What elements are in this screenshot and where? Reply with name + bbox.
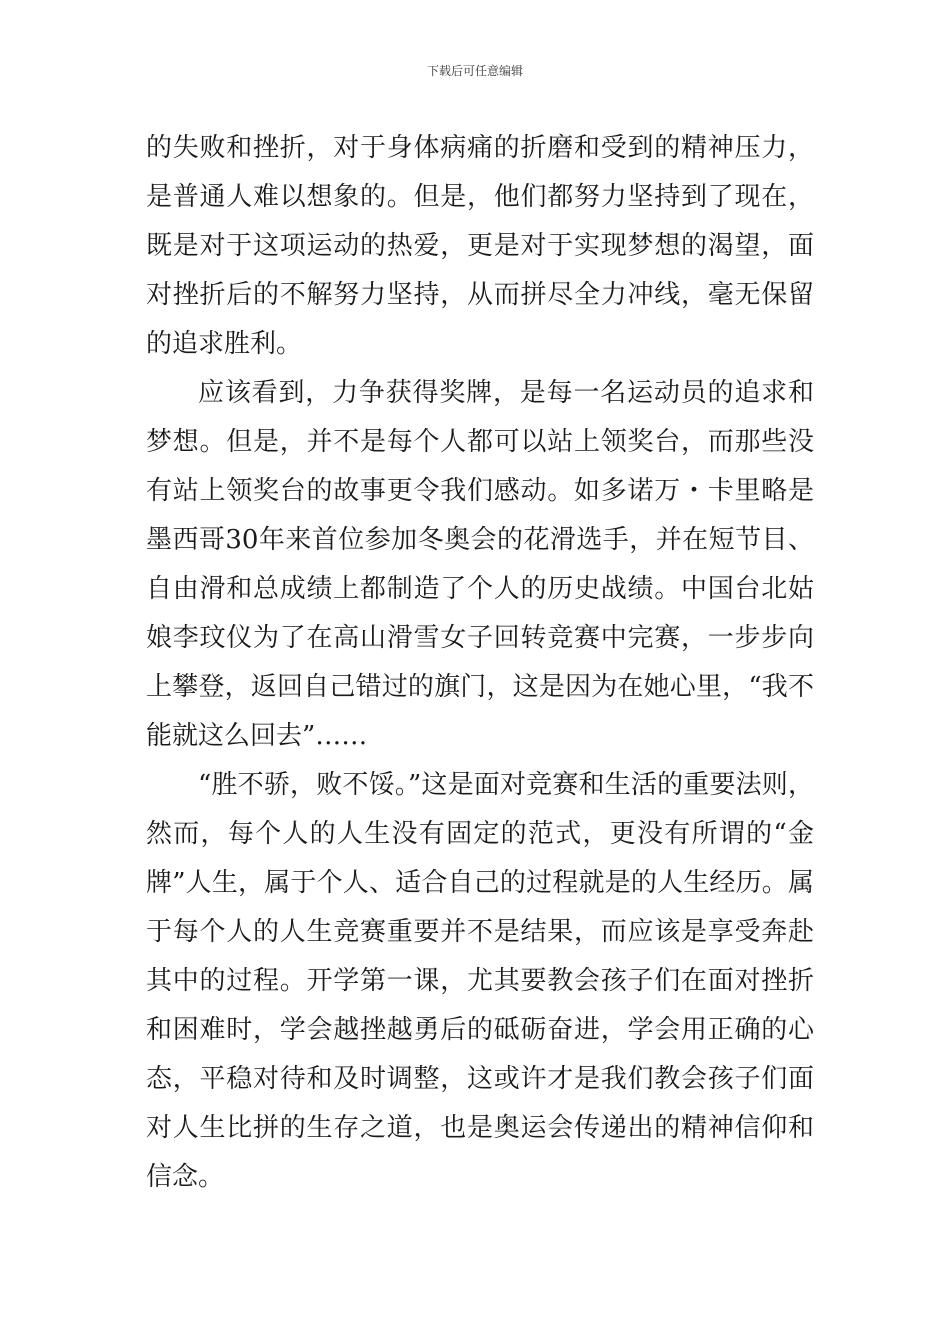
paragraph-conclusion: “胜不骄，败不馁。”这是面对竞赛和生活的重要法则，然而，每个人的人生没有固定的范式，更没有所谓的“金牌”人生，属于个人、适合自己的过程就是的人生经历。属于每个人的人生竞赛重要并不是结果，而应该是享受奔赴其中的过程。开学第一课，尤其要教会孩子们在面对挫折和困难时，学会越挫越勇后的砥砺奋进，学会用正确的心态，平稳对待和及时调整，这或许才是我们教会孩子们面对人生比拼的生存之道，也是奥运会传递出的精神信仰和信念。: [146, 770, 814, 1192]
paragraph-continuation: 的失败和挫折，对于身体病痛的折磨和受到的精神压力，是普通人难以想象的。但是，他们都努力坚持到了现在，既是对于这项运动的热爱，更是对于实现梦想的渴望，面对挫折后的不解努力坚持，从而拼尽全力冲线，毫无保留的追求胜利。: [146, 133, 814, 359]
page-header: 下载后可任意编辑: [426, 64, 523, 78]
paragraph-medals: 应该看到，力争获得奖牌，是每一名运动员的追求和梦想。但是，并不是每个人都可以站上领奖台，而那些没有站上领奖台的故事更令我们感动。如多诺万・卡里略是墨西哥30年来首位参加冬奥会的花滑选手，并在短节目、自由滑和总成绩上都制造了个人的历史战绩。中国台北姑娘李玟仪为了在高山滑雪女子回转竞赛中完赛，一步步向上攀登，返回自己错过的旗门，这是因为在她心里，“我不能就这么回去”……: [146, 378, 814, 751]
document-body: [146, 124, 814, 1202]
